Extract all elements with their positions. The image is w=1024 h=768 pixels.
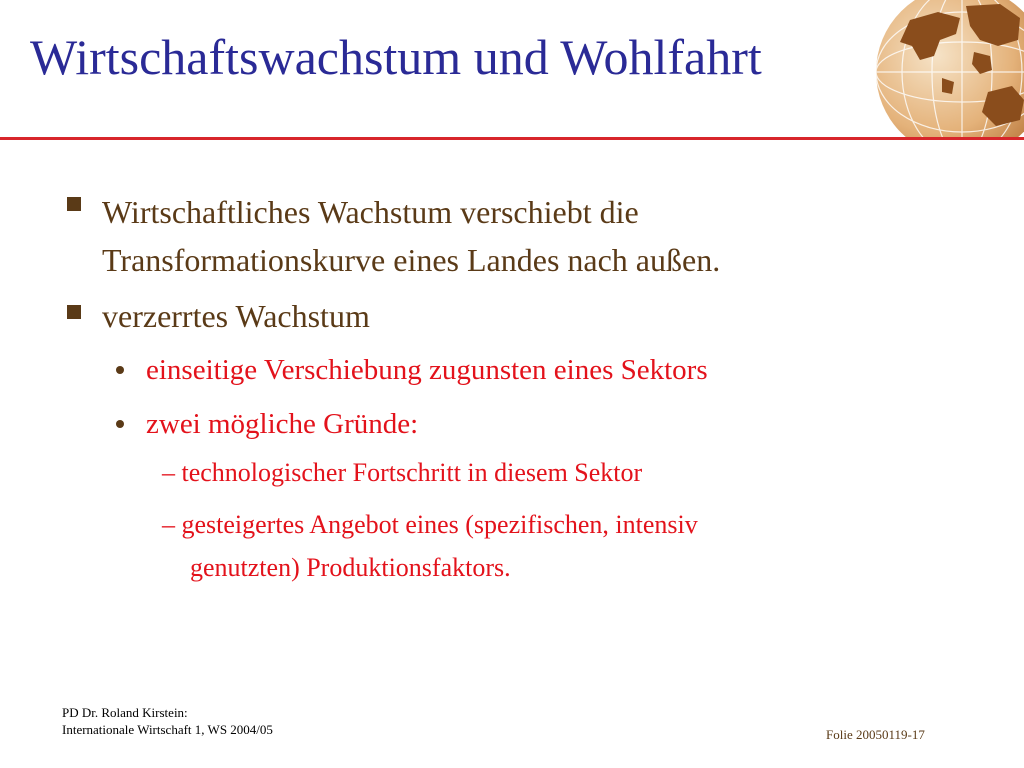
footer-course: Internationale Wirtschaft 1, WS 2004/05 [62, 722, 273, 737]
slide-number: Folie 20050119-17 [826, 727, 925, 742]
sub-sub-bullet-2-line-2: genutzten) Produktionsfaktors. [190, 553, 511, 582]
sub-sub-bullet-2-line-1: – gesteigertes Angebot eines (spezifischen, intensiv [162, 510, 698, 539]
footer-author: PD Dr. Roland Kirstein: [62, 705, 188, 720]
footer-credits [62, 704, 273, 738]
sub-bullet-1: einseitige Verschiebung zugunsten eines Sektors [146, 354, 708, 386]
bullet-1-line-1: Wirtschaftliches Wachstum verschiebt die [102, 194, 639, 230]
slide-title: Wirtschaftswachstum und Wohlfahrt [30, 29, 762, 85]
dot-bullet-icon [116, 420, 124, 428]
dot-bullet-icon [116, 366, 124, 374]
bullet-2: verzerrtes Wachstum [102, 298, 370, 334]
sub-bullet-2: zwei mögliche Gründe: [146, 408, 419, 440]
square-bullet-icon [67, 305, 81, 319]
title-underline [0, 137, 1024, 140]
bullet-1-line-2: Transformationskurve eines Landes nach außen. [102, 242, 721, 278]
globe-icon [870, 0, 1024, 140]
sub-sub-bullet-1: – technologischer Fortschritt in diesem Sektor [162, 458, 643, 487]
square-bullet-icon [67, 197, 81, 211]
globe-graphic [870, 0, 1024, 140]
